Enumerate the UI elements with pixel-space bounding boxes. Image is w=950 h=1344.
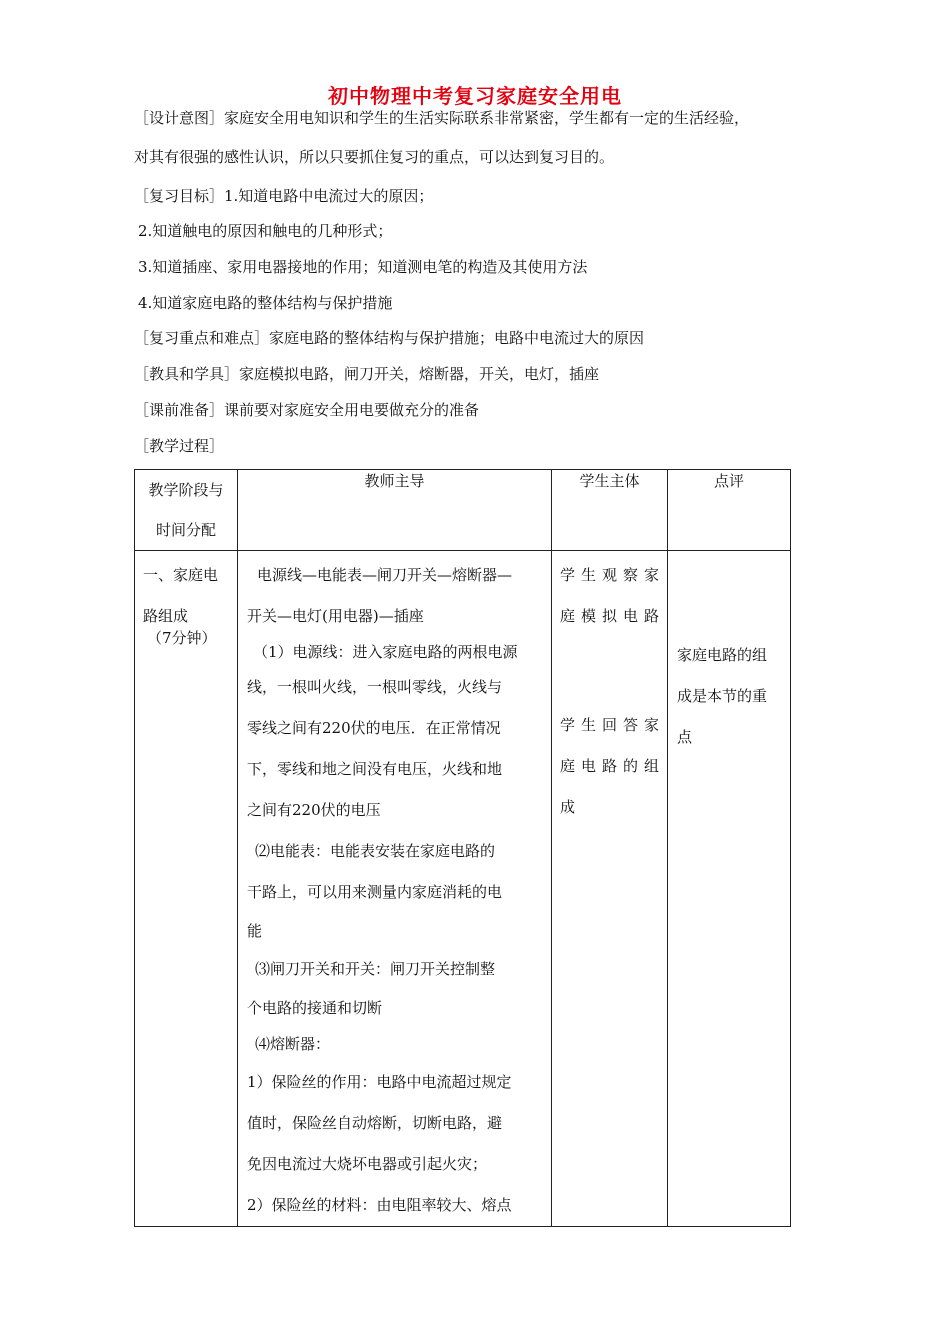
teacher-line: 2）保险丝的材料：由电阻率较大、熔点 (247, 1196, 512, 1214)
table-header-row (135, 470, 791, 551)
design-intent-line2: 对其有很强的感性认识，所以只要抓住复习的重点，可以达到复习目的。 (134, 148, 615, 166)
teacher-line: 零线之间有220伏的电压．在正常情况 (247, 719, 501, 737)
teacher-line: 电源线—电能表—闸刀开关—熔断器— (257, 566, 513, 584)
review-goal-2: 2.知道触电的原因和触电的几种形式； (138, 222, 393, 240)
teacher-cell (238, 551, 552, 1227)
comment-line: 家庭电路的组 (677, 646, 768, 664)
teacher-line: 线，一根叫火线，一根叫零线，火线与 (247, 678, 503, 696)
teacher-line: ⑵电能表：电能表安装在家庭电路的 (255, 842, 496, 860)
teacher-line: 免因电流过大烧坏电器或引起火灾； (247, 1155, 488, 1173)
teacher-line: 1）保险丝的作用：电路中电流超过规定 (247, 1073, 512, 1091)
comment-cell (668, 551, 791, 1227)
student-line: 庭电路的组 (560, 757, 659, 775)
review-goals: ［复习目标］1.知道电路中电流过大的原因； (134, 187, 434, 205)
student-line: 学生回答家 (560, 716, 659, 734)
teacher-line: ⑷熔断器： (255, 1035, 331, 1053)
header-comment: 点评 (668, 470, 791, 551)
student-cell (552, 551, 668, 1227)
student-line: 学生观察家 (560, 566, 659, 584)
student-line: 成 (560, 798, 576, 816)
stage-cell (135, 551, 238, 1227)
class-preparation: ［课前准备］课前要对家庭安全用电要做充分的准备 (134, 401, 480, 419)
teacher-line: 个电路的接通和切断 (247, 999, 383, 1017)
header-student: 学生主体 (552, 470, 668, 551)
stage-line: 路组成 (143, 607, 189, 625)
teacher-line: 值时，保险丝自动熔断，切断电路，避 (247, 1114, 503, 1132)
comment-line: 点 (677, 728, 693, 746)
teacher-line: 干路上，可以用来测量内家庭消耗的电 (247, 883, 503, 901)
header-teacher: 教师主导 (238, 470, 552, 551)
key-points: ［复习重点和难点］家庭电路的整体结构与保护措施；电路中电流过大的原因 (134, 329, 645, 347)
header-stage-line2: 时间分配 (155, 521, 216, 539)
review-goal-3: 3.知道插座、家用电器接地的作用；知道测电笔的构造及其使用方法 (138, 258, 588, 276)
header-stage-line1: 教学阶段与 (148, 481, 224, 499)
lesson-table (134, 469, 791, 1227)
teacher-line: 之间有220伏的电压 (247, 801, 381, 819)
stage-line: （7分钟） (147, 629, 217, 647)
teacher-line: 能 (247, 922, 263, 940)
table-row (135, 551, 791, 1227)
teacher-line: ⑶闸刀开关和开关：闸刀开关控制整 (255, 960, 496, 978)
teacher-line: 下，零线和地之间没有电压，火线和地 (247, 760, 503, 778)
teaching-tools: ［教具和学具］家庭模拟电路，闸刀开关，熔断器，开关，电灯，插座 (134, 365, 600, 383)
page-title: 初中物理中考复习家庭安全用电 (328, 84, 622, 108)
student-line: 庭模拟电路 (560, 607, 659, 625)
design-intent-line1: ［设计意图］家庭安全用电知识和学生的生活实际联系非常紧密，学生都有一定的生活经验， (134, 109, 750, 127)
review-goal-4: 4.知道家庭电路的整体结构与保护措施 (138, 294, 393, 312)
header-stage (135, 470, 238, 551)
teacher-line: 开关—电灯(用电器)—插座 (247, 607, 424, 625)
comment-line: 成是本节的重 (677, 687, 768, 705)
stage-line: 一、家庭电 (143, 566, 219, 584)
teaching-process-heading: ［教学过程］ (134, 437, 225, 455)
teacher-line: （1）电源线：进入家庭电路的两根电源 (253, 643, 518, 661)
